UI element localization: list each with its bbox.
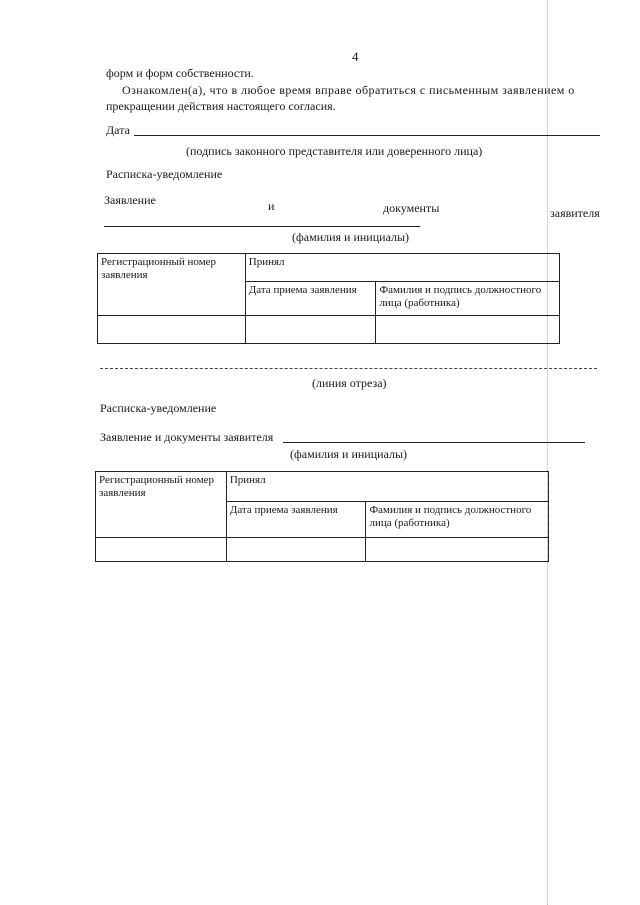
page-number: 4 (352, 49, 359, 64)
receipt-2-signature-cell[interactable] (366, 538, 549, 562)
date-signature-line[interactable] (134, 135, 600, 136)
receipt-1-reg-header: Регистрационный номер заявления (98, 254, 246, 316)
date-label: Дата (106, 123, 130, 137)
receipt-1-word-documents: документы (383, 201, 440, 215)
receipt-1-word-applicant: заявителя (550, 206, 600, 220)
receipt-1-signature-cell[interactable] (376, 316, 560, 344)
receipt-1-name-line[interactable] (104, 226, 420, 227)
receipt-1-date-header: Дата приема заявления (245, 282, 376, 316)
receipt-2-name-line[interactable] (283, 442, 585, 443)
receipt-2-date-cell[interactable] (226, 538, 366, 562)
receipt-1-word-statement: Заявление (104, 193, 156, 207)
receipt-1-reg-cell[interactable] (98, 316, 246, 344)
receipt-1-word-and: и (268, 199, 275, 213)
receipt-2-reg-cell[interactable] (96, 538, 227, 562)
receipt-2-name-caption: (фамилия и инициалы) (290, 447, 408, 461)
receipt-2-reg-header: Регистрационный номер заявления (96, 472, 227, 538)
receipt-1-name-caption: (фамилия и инициалы) (292, 230, 410, 244)
receipt-1-signature-header: Фамилия и подпись должностного лица (работника) (376, 282, 560, 316)
receipt-1-table (97, 253, 560, 344)
receipt-1-accepted-header: Принял (245, 254, 559, 282)
receipt-2-table (95, 471, 549, 562)
date-caption: (подпись законного представителя или доверенного лица) (186, 144, 483, 158)
receipt-2-statement-line: Заявление и документы заявителя (100, 430, 274, 444)
cut-line-label: (линия отреза) (312, 376, 387, 390)
intro-line-2: Ознакомлен(а), что в любое время вправе обратиться с письменным заявлением о (122, 83, 575, 97)
cut-line (100, 368, 597, 369)
receipt-2-signature-header: Фамилия и подпись должностного лица (работника) (366, 502, 549, 538)
receipt-1-date-cell[interactable] (245, 316, 376, 344)
receipt-2-title: Расписка-уведомление (100, 401, 217, 415)
receipt-1-title: Расписка-уведомление (106, 167, 223, 181)
receipt-2-accepted-header: Принял (226, 472, 548, 502)
receipt-2-date-header: Дата приема заявления (226, 502, 366, 538)
intro-line-3: прекращении действия настоящего согласия. (106, 99, 336, 113)
intro-line-1: форм и форм собственности. (106, 66, 254, 80)
